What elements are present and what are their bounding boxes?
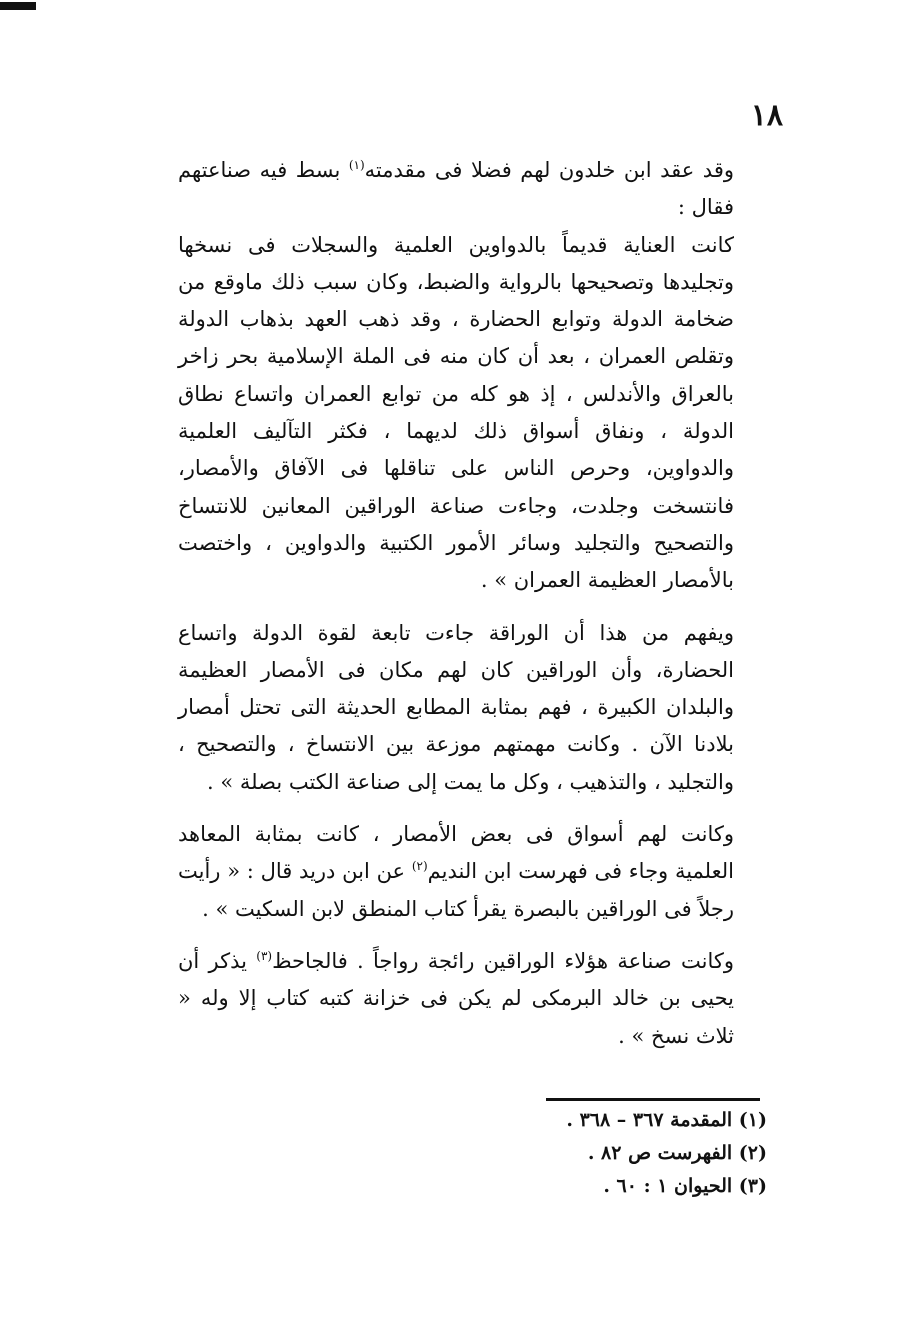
paragraph-4: وكانت لهم أسواق فى بعض الأمصار ، كانت بمثابة المعاهد العلمية وجاء فى فهرست ابن النديم$^{(٢)}$ عن ابن دريد قال : « رأيت رجلاً فى الوراقين بالبصرة يقرأ كتاب المنطق لابن السكيت » . [178, 822, 734, 921]
footnotes [507, 1104, 767, 1203]
footnote-ref-2[interactable]: (٢) [411, 859, 428, 874]
page-corner-mark [0, 2, 36, 10]
footnote-ref-3[interactable]: (٣) [256, 948, 273, 963]
paragraph-5: وكانت صناعة هؤلاء الوراقين رائجة رواجاً . فالجاحظ$^{(٣)}$ يذكر أن يحيى بن خالد البرمكى لم يكن فى خزانة كتبه كتاب إلا وله « ثلاث نسخ » . [178, 948, 734, 1048]
paragraph-3: ويفهم من هذا أن الوراقة جاءت تابعة لقوة الدولة واتساع الحضارة، وأن الوراقين كان لهم مكان فى الأمصار العظيمة والبلدان الكبيرة ، فهم بمثابة المطابع الحديثة التى تحتل أمصار بلادنا الآن . وكانت مهمتهم موزعة بين الانتساخ ، والتصحيح ، والتجليد ، والتذهيب ، وكل ما يمت إلى صناعة الكتب بصلة » . [178, 620, 734, 794]
page-number: ١٨ [750, 98, 783, 133]
footnote-2: (٢) الفهرست ص ٨٢ . [587, 1142, 767, 1164]
footnote-separator [546, 1098, 760, 1101]
paragraph-1: وقد عقد ابن خلدون لهم فضلا فى مقدمته$^{(١)}$ بسط فيه صناعتهم فقال : [178, 158, 735, 220]
footnote-3: (٣) الحيوان ١ : ٦٠ . [603, 1175, 767, 1197]
body-text [178, 152, 734, 1055]
paragraph-2-quote: كانت العناية قديماً بالدواوين العلمية والسجلات فى نسخها وتجليدها وتصحيحها بالرواية والضبط، وكان سبب ذلك ماوقع من ضخامة الدولة وتوابع الحضارة ، وقد ذهب العهد بذهاب الدولة وتقلص العمران ، بعد أن كان منه فى الملة الإسلامية بحر زاخر بالعراق والأندلس ، إذ هو كله من توابع العمران واتساع نطاق الدولة ، ونفاق أسواق ذلك لديهما ، فكثر التآليف العلمية والدواوين، وحرص الناس على تناقلها فى الآفاق والأمصار، فانتسخت وجلدت، وجاءت صناعة الوراقين المعانين للانتساخ والتصحيح والتجليد وسائر الأمور الكتبية والدواوين ، واختصت بالأمصار العظيمة العمران » . [178, 232, 734, 593]
footnote-ref-1[interactable]: (١) [348, 158, 365, 172]
footnote-1: (١) المقدمة ٣٦٧ – ٣٦٨ . [566, 1109, 767, 1131]
